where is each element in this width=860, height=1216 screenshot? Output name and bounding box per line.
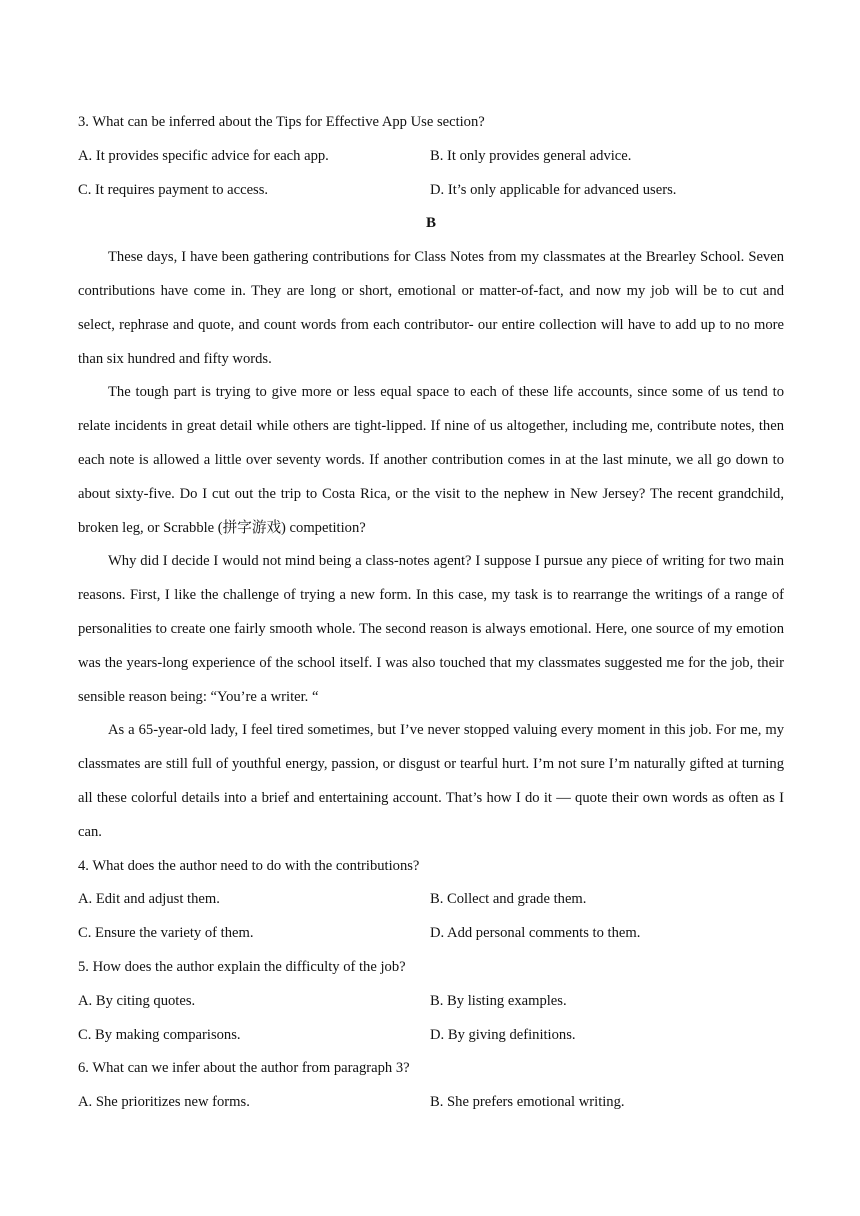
option-3b: B. It only provides general advice. [430, 147, 632, 164]
option-3a: A. It provides specific advice for each app. [78, 147, 329, 164]
option-6a: A. She prioritizes new forms. [78, 1094, 250, 1111]
option-5d: D. By giving definitions. [430, 1026, 576, 1043]
option-5b: B. By listing examples. [430, 992, 567, 1009]
question-5-options-row-2 [78, 1019, 784, 1053]
option-3c: C. It requires payment to access. [78, 181, 269, 198]
passage-paragraph-4: As a 65-year-old lady, I feel tired sometimes, but I’ve never stopped valuing every moment in this job. For me, my classmates are still full of youthful energy, passion, or disgust or tearful hurt. I’m not sure I’m naturally gifted at turning all these colorful details into a brief and entertaining account. That’s how I do it — quote their own words as often as I can. [78, 722, 784, 840]
option-4a: A. Edit and adjust them. [78, 891, 220, 908]
option-4d: D. Add personal comments to them. [430, 925, 641, 942]
passage-paragraph-3: Why did I decide I would not mind being a class-notes agent? I suppose I pursue any piece of writing for two main reasons. First, I like the challenge of trying a new form. In this case, my task is to rearrange the writings of a range of personalities to create one fairly smooth whole. The second reason is always emotional. Here, one source of my emotion was the years-long experience of the school itself. I was also touched that my classmates suggested me for the job, their sensible reason being: “You’re a writer. “ [78, 553, 784, 705]
question-4: 4. What does the author need to do with the contributions? [78, 857, 420, 874]
passage-paragraph-2: The tough part is trying to give more or less equal space to each of these life accounts, since some of us tend to relate incidents in great detail while others are tight-lipped. If nine of us altogether, including me, contribute notes, then each note is allowed a little over seventy words. If another contribution comes in at the last minute, we all go down to about sixty-five. Do I cut out the trip to Costa Rica, or the visit to the nephew in New Jersey? The recent grandchild, broken leg, or Scrabble (拼字游戏) competition? [78, 384, 784, 536]
question-4-options-row-1 [78, 883, 784, 917]
document-content [78, 106, 784, 1120]
question-4-options-row-2 [78, 917, 784, 951]
passage-paragraph-1: These days, I have been gathering contributions for Class Notes from my classmates at the Brearley School. Seven contributions have come in. They are long or short, emotional or matter-of-fact, and now my job will be to cut and select, rephrase and quote, and count words from each contributor- our entire collection will have to add up to no more than six hundred and fifty words. [78, 249, 784, 367]
question-3: 3. What can be inferred about the Tips for Effective App Use section? [78, 114, 485, 130]
question-5-options-row-1 [78, 985, 784, 1019]
option-5a: A. By citing quotes. [78, 992, 196, 1009]
option-3d: D. It’s only applicable for advanced users. [430, 181, 677, 198]
option-5c: C. By making comparisons. [78, 1026, 241, 1043]
option-6b: B. She prefers emotional writing. [430, 1094, 625, 1111]
question-5: 5. How does the author explain the difficulty of the job? [78, 958, 406, 975]
question-3-options-row-2 [78, 174, 784, 208]
option-4b: B. Collect and grade them. [430, 891, 587, 908]
question-3-options-row-1 [78, 140, 784, 174]
option-4c: C. Ensure the variety of them. [78, 925, 254, 942]
section-b-title: B [425, 215, 436, 232]
question-6-options-row-1 [78, 1086, 784, 1120]
question-6: 6. What can we infer about the author from paragraph 3? [78, 1060, 410, 1077]
